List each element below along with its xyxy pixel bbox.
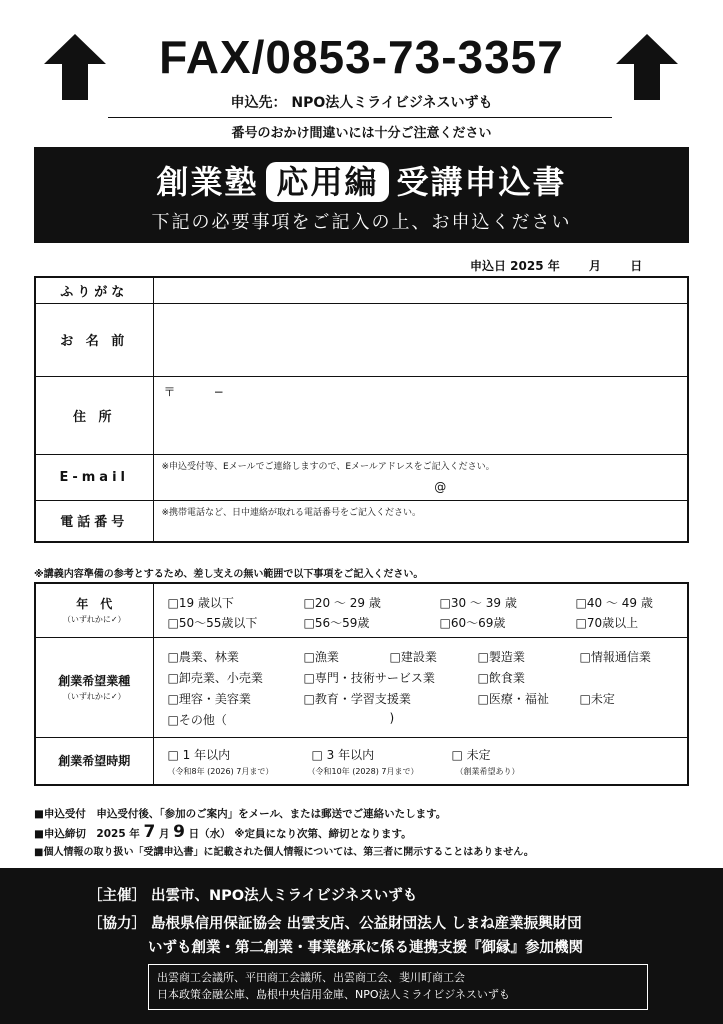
email-note: ※申込受付等、Eメールでご連絡しますので、Eメールアドレスをご記入ください。 xyxy=(161,461,495,472)
industry-option[interactable]: □情報通信業 xyxy=(579,649,651,664)
age-option[interactable]: □30 ～ 39 歳 xyxy=(439,596,517,610)
title-part2: 受講申込書 xyxy=(396,163,567,201)
industry-sub-label: （いずれかに✓） xyxy=(62,692,126,701)
deadline-day: 9 xyxy=(173,822,185,842)
address-label: 住 所 xyxy=(35,376,153,454)
title-badge: 応用編 xyxy=(266,162,388,202)
industry-option[interactable]: □教育・学習支援業 xyxy=(303,691,411,706)
footer-members-line: 日本政策金融公庫、島根中央信用金庫、NPO法人ミライビジネスいずも xyxy=(157,988,510,1001)
industry-option-other[interactable]: □その他（ xyxy=(167,712,227,727)
age-option[interactable]: □50～55歳以下 xyxy=(167,616,258,630)
footer-members-box xyxy=(148,964,648,1010)
age-option[interactable]: □56～59歳 xyxy=(303,616,370,630)
industry-option[interactable]: □漁業 xyxy=(303,649,339,664)
footer xyxy=(0,868,723,1024)
email-label: E-mail xyxy=(35,454,153,500)
industry-option[interactable]: □理容・美容業 xyxy=(167,691,251,706)
timing-options xyxy=(153,737,688,785)
footer-coop-program: いずも創業・第二創業・事業継承に係る連携支援『御縁』参加機関 xyxy=(148,940,583,956)
phone-field[interactable] xyxy=(153,500,688,542)
industry-option[interactable]: □未定 xyxy=(579,691,615,706)
timing-option[interactable]: □ 3 年以内 xyxy=(311,747,375,762)
application-date[interactable]: 申込日 2025 年 月 日 xyxy=(470,259,643,273)
zip-mark: 〒 − xyxy=(163,384,224,399)
deadline-info: ■申込締切 2025 年 7 月 9 日（水） ※定員になり次第、締切となります。 xyxy=(34,822,412,842)
timing-note: （令和8年 (2026) 7月まで） xyxy=(167,766,274,776)
industry-option[interactable]: □建設業 xyxy=(389,649,437,664)
form-title xyxy=(34,157,689,203)
furigana-field[interactable] xyxy=(153,277,688,303)
applicant-table xyxy=(34,276,689,543)
privacy-info: ■個人情報の取り扱い「受講申込書」に記載された個人情報については、第三者に開示することはありません。 xyxy=(34,847,534,858)
timing-note: （創業希望あり） xyxy=(455,766,520,776)
timing-option[interactable]: □ 未定 xyxy=(451,747,491,762)
age-label: 年 代 （いずれかに✓） xyxy=(35,583,153,637)
timing-label: 創業希望時期 xyxy=(35,737,153,785)
timing-option[interactable]: □ 1 年以内 xyxy=(167,747,231,762)
caution-text: 番号のおかけ間違いには十分ご注意ください xyxy=(231,126,492,141)
phone-label: 電話番号 xyxy=(35,500,153,542)
footer-coop: ［協力］ 島根県信用保証協会 出雲支店、公益財団法人 しまね産業振興財団 xyxy=(88,916,582,932)
age-option[interactable]: □20 ～ 29 歳 xyxy=(303,596,381,610)
phone-note: ※携帯電話など、日中連絡が取れる電話番号をご記入ください。 xyxy=(161,507,422,518)
age-option[interactable]: □19 歳以下 xyxy=(167,596,234,610)
age-option[interactable]: □60～69歳 xyxy=(439,616,506,630)
industry-option[interactable]: □専門・技術サービス業 xyxy=(303,670,435,685)
timing-note: （令和10年 (2028) 7月まで） xyxy=(307,766,419,776)
survey-table xyxy=(34,582,689,786)
footer-host: ［主催］ 出雲市、NPO法人ミライビジネスいずも xyxy=(88,888,418,904)
divider xyxy=(108,117,612,118)
form-subtitle: 下記の必要事項をご記入の上、お申込ください xyxy=(151,212,572,233)
other-close-paren: ) xyxy=(389,710,395,725)
title-banner xyxy=(34,147,689,243)
survey-note: ※講義内容準備の参考とするため、差し支えの無い範囲で以下事項をご記入ください。 xyxy=(34,569,424,580)
age-sub-label: （いずれかに✓） xyxy=(62,615,126,625)
name-field[interactable] xyxy=(153,303,688,376)
industry-option[interactable]: □農業、林業 xyxy=(167,649,239,664)
fax-number: FAX/0853-73-3357 xyxy=(159,31,564,83)
email-at: @ xyxy=(434,479,447,494)
industry-option[interactable]: □飲食業 xyxy=(477,670,525,685)
age-option[interactable]: □70歳以上 xyxy=(575,616,639,630)
age-option[interactable]: □40 ～ 49 歳 xyxy=(575,596,653,610)
destination: 申込先： NPO法人ミライビジネスいずも xyxy=(230,95,493,111)
reception-info: ■申込受付 申込受付後、「参加のご案内」をメール、または郵送でご連絡いたします。 xyxy=(34,808,447,820)
address-field[interactable] xyxy=(153,376,688,454)
furigana-label: ふりがな xyxy=(35,277,153,303)
footer-members-line: 出雲商工会議所、平田商工会議所、出雲商工会、斐川町商工会 xyxy=(157,971,465,984)
industry-option[interactable]: □製造業 xyxy=(477,649,525,664)
industry-option[interactable]: □卸売業、小売業 xyxy=(167,670,263,685)
deadline-month: 7 xyxy=(143,822,156,842)
industry-label: 創業希望業種 （いずれかに✓） xyxy=(35,637,153,737)
industry-options xyxy=(153,637,688,737)
age-options xyxy=(153,583,688,637)
email-field[interactable] xyxy=(153,454,688,500)
name-label: お 名 前 xyxy=(35,303,153,376)
title-part1: 創業塾 xyxy=(156,163,259,201)
industry-option[interactable]: □医療・福祉 xyxy=(477,691,549,706)
